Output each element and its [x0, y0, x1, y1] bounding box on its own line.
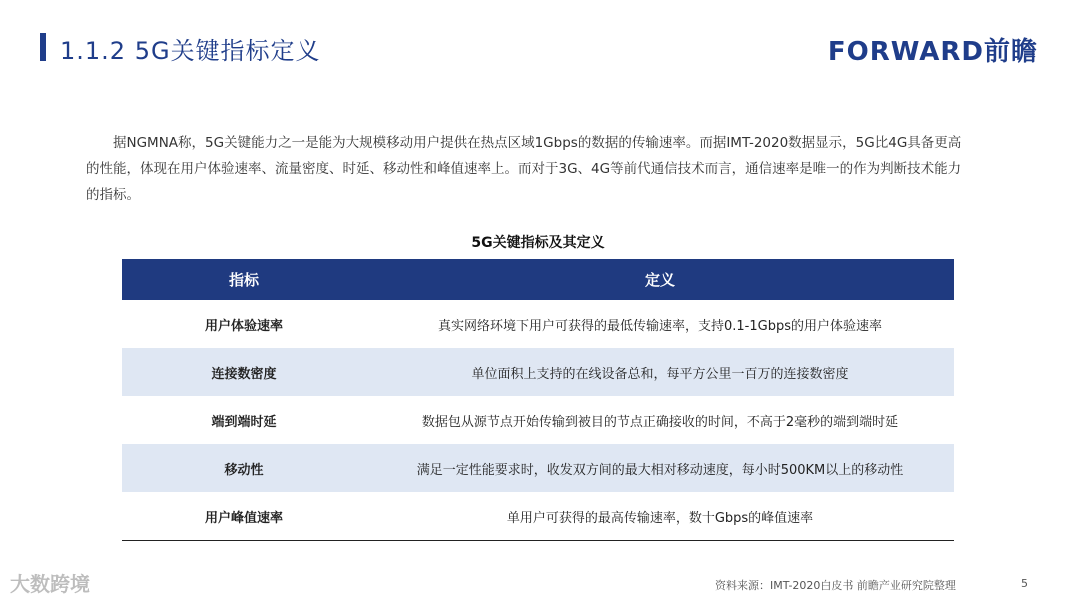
- intro-paragraph: 据NGMNA称，5G关键能力之一是能为大规模移动用户提供在热点区域1Gbps的数据的传输速率。而据IMT-2020数据显示，5G比4G具备更高的性能，体现在用户体验速率、流量密度、时延、移动性和峰值速率上。而对于3G、4G等前代通信技术而言，通信速率是唯一的作为判断技术能力的指标。: [86, 135, 962, 203]
- definition-cell: 满足一定性能要求时，收发双方间的最大相对移动速度，每小时500KM以上的移动性: [366, 444, 954, 492]
- page-number: 5: [1021, 577, 1028, 590]
- source-note: 资料来源：IMT-2020白皮书 前瞻产业研究院整理: [715, 579, 956, 592]
- indicator-cell: 用户峰值速率: [122, 492, 366, 541]
- definition-cell: 单位面积上支持的在线设备总和，每平方公里一百万的连接数密度: [366, 348, 954, 396]
- table-row: [122, 396, 954, 444]
- indicator-cell: 移动性: [122, 444, 366, 492]
- indicator-cell: 端到端时延: [211, 414, 277, 430]
- page-title: 1.1.2 5G关键指标定义: [60, 37, 321, 65]
- kpi-table: [122, 259, 954, 541]
- table-row: [122, 444, 954, 492]
- header-definition: 定义: [366, 259, 954, 300]
- table-title: 5G关键指标及其定义: [471, 235, 605, 251]
- title-accent-bar: [40, 33, 46, 61]
- definition-cell: 真实网络环境下用户可获得的最低传输速率，支持0.1-1Gbps的用户体验速率: [438, 318, 882, 334]
- watermark-text: 大数跨境: [10, 572, 90, 596]
- table-header-row: [122, 259, 954, 300]
- table-row: [122, 492, 954, 541]
- definition-cell: 单用户可获得的最高传输速率，数十Gbps的峰值速率: [366, 492, 954, 541]
- definition-cell: 数据包从源节点开始传输到被目的节点正确接收的时间，不高于2毫秒的端到端时延: [421, 414, 899, 430]
- indicator-cell: 用户体验速率: [204, 318, 283, 334]
- header-indicator: 指标: [122, 259, 366, 300]
- indicator-cell: 连接数密度: [122, 348, 366, 396]
- table-row: [122, 300, 954, 348]
- table-row: [122, 348, 954, 396]
- brand-logo: FORWARD前瞻: [827, 37, 1038, 67]
